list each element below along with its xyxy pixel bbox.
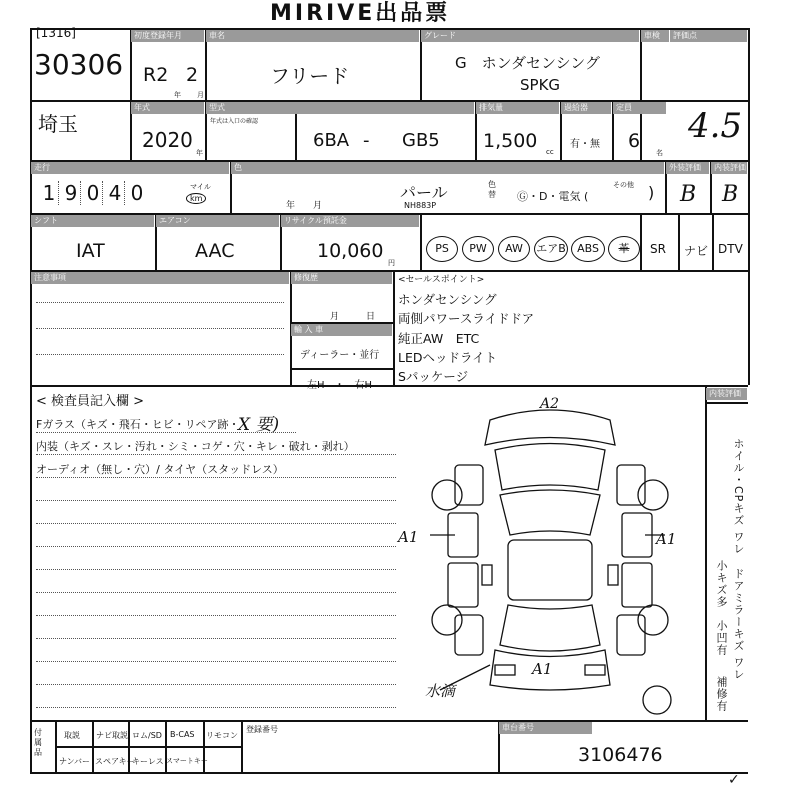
side-note: ドアミラーキズ ワレ: [732, 568, 745, 681]
model-code-suffix: GB5: [402, 130, 440, 151]
header-color: 色: [231, 162, 664, 174]
equip-rom-sd: ロム/SD: [132, 731, 162, 740]
model-code-dash: -: [363, 130, 370, 151]
car-name: フリード: [270, 64, 350, 88]
inspector-fglass: Fガラス（キズ・飛石・ヒビ・リペア跡・: [36, 418, 240, 431]
turbo: 有・無: [570, 139, 600, 150]
side-note: 小キズ多: [715, 560, 728, 608]
damage-mark-left: A1: [398, 528, 419, 546]
option-dtv: DTV: [718, 242, 743, 256]
header-turbo: 過給器: [561, 102, 611, 114]
mileage-digit: 9: [62, 181, 81, 205]
equip-number: ナンバー: [59, 757, 91, 766]
option-navi: ナビ: [684, 244, 709, 258]
option-aw: AW: [498, 236, 530, 262]
model-code-prefix: 6BA: [313, 130, 350, 151]
sales-point-item: ホンダセンシング: [398, 292, 497, 307]
mileage-digit: 4: [106, 181, 125, 205]
mileage-unit-mile: マイル: [190, 183, 211, 191]
color-label: 色替: [488, 180, 496, 199]
header-notes: 注意事項: [31, 272, 289, 284]
equip-remote: リモコン: [206, 731, 238, 740]
option-leather: 革: [608, 236, 640, 262]
header-mileage: 走行: [31, 162, 229, 174]
side-note: ホイル・CPキズ ワレ: [732, 438, 745, 555]
side-note: 小凹有: [715, 620, 728, 656]
header-repair-history: 修復歴: [291, 272, 392, 284]
displacement-unit: cc: [546, 148, 554, 156]
first-reg-month-unit: 月: [197, 91, 204, 99]
first-reg-era: R2: [143, 64, 169, 86]
eval-outer: B: [680, 182, 697, 207]
aircon: AAC: [195, 240, 235, 262]
grade-line-1: G ホンダセンシング: [455, 54, 600, 72]
header-entry: 輸 入 車: [291, 324, 392, 336]
handle-side: 左H ・ 右H: [307, 380, 373, 391]
option-airbag: エアB: [534, 236, 568, 262]
header-serial: 車台番号: [499, 722, 592, 734]
sales-point-header: <セールスポイント>: [398, 275, 485, 285]
inspector-interior: 内装（キズ・スレ・汚れ・シミ・コゲ・穴・キレ・破れ・剥れ）: [36, 440, 355, 453]
fglass-mark: X 要): [238, 415, 280, 435]
equip-bcas: B-CAS: [170, 730, 195, 739]
header-inspection: 車検: [641, 30, 669, 42]
color-other: その他: [613, 181, 634, 189]
lot-number: 30306: [34, 48, 124, 81]
header-model-code: 型式: [206, 102, 474, 114]
header-eval: 評価点: [670, 30, 747, 42]
model-year-note: 年式は入口の確認: [210, 118, 259, 125]
dealer-label: ディーラー・並行: [300, 350, 380, 361]
side-note: 補修有: [715, 676, 728, 712]
header-outer-eval: 外装評価: [666, 162, 709, 174]
score-handwritten: 4.5: [688, 106, 743, 146]
option-sunroof: SR: [650, 242, 666, 256]
mileage-digit: 0: [84, 181, 103, 205]
color-options: Ⓖ・D・電気 (: [517, 190, 589, 203]
capacity: 6: [628, 130, 641, 152]
repair-date: 月 日: [330, 312, 376, 322]
inspection-date: 年 月: [286, 201, 323, 211]
color-name: パール: [400, 183, 448, 202]
option-ps: PS: [426, 236, 458, 262]
lot-bracket: [1316]: [36, 26, 76, 40]
region: 埼玉: [38, 112, 78, 136]
header-shift: シフト: [31, 215, 154, 227]
option-pw: PW: [462, 236, 494, 262]
serial-number: 3106476: [578, 744, 663, 766]
header-displacement: 排気量: [476, 102, 559, 114]
mileage-digit: 1: [40, 181, 59, 205]
mileage-unit-km: km: [186, 193, 206, 204]
sales-point-item: LEDヘッドライト: [398, 350, 498, 365]
equip-spare-key: スペアキー: [95, 757, 135, 766]
color-code: NH883P: [404, 201, 437, 210]
equip-manual: 取説: [64, 731, 80, 740]
shift: IAT: [76, 240, 105, 262]
header-model-year: 年式: [131, 102, 204, 114]
header-inner-eval: 内装評価: [711, 162, 747, 174]
damage-mark-rear-note: 水滴: [425, 682, 456, 700]
displacement: 1,500: [483, 130, 538, 152]
registration-label: 登録番号: [246, 725, 278, 734]
recycle-amount: 10,060: [317, 240, 384, 262]
sales-point-item: 純正AW ETC: [398, 331, 480, 346]
equip-side-label: 付属品: [34, 728, 42, 757]
eval-inner: B: [722, 182, 739, 207]
header-side-eval: 内装評価: [706, 388, 747, 400]
model-year-unit: 年: [196, 149, 203, 157]
color-options-end: ): [648, 183, 655, 202]
header-car-name: 車名: [206, 30, 419, 42]
mileage-digit: 0: [130, 181, 144, 205]
inspector-audio-tire: オーディオ（無し・穴）/ タイヤ（スタッドレス）: [36, 463, 284, 476]
equip-keyless: キーレス: [132, 757, 164, 766]
header-capacity: 定員: [613, 102, 666, 114]
grade-line-2: SPKG: [520, 76, 561, 94]
equip-smart-key: スマートキー: [166, 757, 208, 765]
header-first-reg: 初度登録年月: [131, 30, 204, 42]
recycle-unit: 円: [388, 259, 395, 267]
page-title: MIRIVE出品票: [270, 1, 451, 26]
equip-navi-manual: ナビ取説: [96, 731, 128, 740]
inspector-header: < 検査員記入欄 >: [36, 394, 145, 409]
sales-point-item: 両側パワースライドドア: [398, 311, 535, 326]
option-abs: ABS: [571, 236, 605, 262]
model-year: 2020: [142, 128, 193, 152]
first-reg-month: 2: [186, 64, 199, 86]
check-mark: ✓: [728, 772, 740, 788]
header-aircon: エアコン: [156, 215, 279, 227]
sales-point-item: Sパッケージ: [398, 369, 469, 384]
header-grade: グレード: [421, 30, 639, 42]
damage-mark-right: A1: [656, 530, 677, 548]
damage-mark-front: A2: [540, 396, 560, 412]
damage-mark-rear: A1: [532, 660, 553, 678]
capacity-unit: 名: [656, 149, 663, 157]
first-reg-era-unit: 年: [174, 91, 181, 99]
header-recycle: リサイクル預託金: [281, 215, 419, 227]
mileage: [40, 181, 146, 205]
